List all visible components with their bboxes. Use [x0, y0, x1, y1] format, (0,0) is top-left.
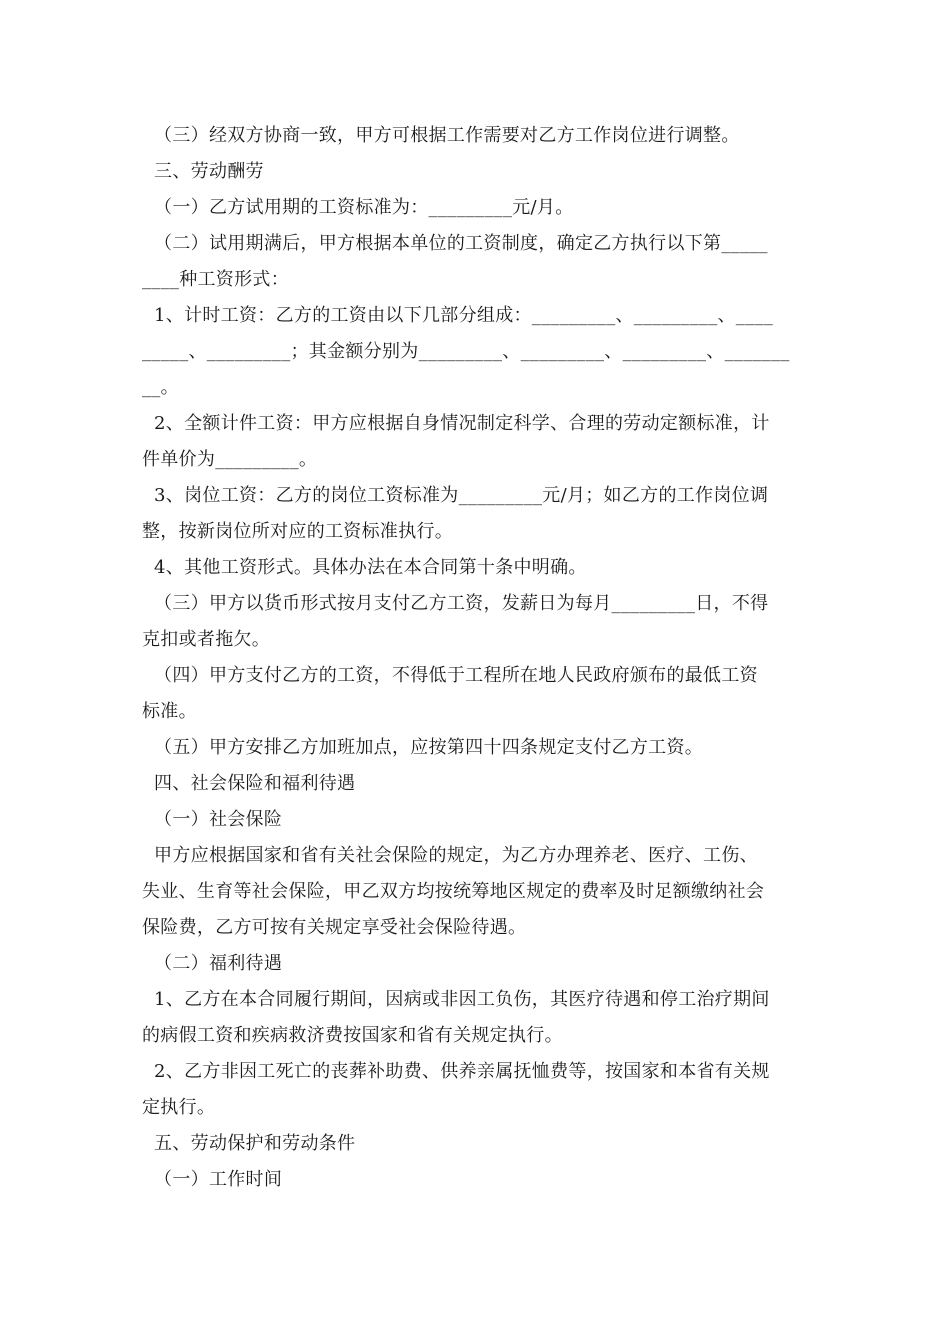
text-line: （二）试用期满后，甲方根据本单位的工资制度，确定乙方执行以下第_____	[142, 233, 768, 254]
text-line: 定执行。	[142, 1097, 216, 1118]
subsection-heading: （一）工作时间	[142, 1169, 283, 1190]
text-line: ____种工资形式：	[142, 269, 289, 290]
text-line: 整，按新岗位所对应的工资标准执行。	[142, 521, 454, 542]
document-body	[142, 118, 810, 1198]
text-line: 克扣或者拖欠。	[142, 629, 271, 650]
text-line: 标准。	[142, 701, 197, 722]
text-line: 1、计时工资：乙方的工资由以下几部分组成：_________、_________、____	[142, 305, 773, 326]
text-line: 2、全额计件工资：甲方应根据自身情况制定科学、合理的劳动定额标准，计	[142, 413, 770, 434]
text-line: （五）甲方安排乙方加班加点，应按第四十四条规定支付乙方工资。	[142, 737, 704, 758]
text-line: 4、其他工资形式。具体办法在本合同第十条中明确。	[142, 557, 587, 578]
text-line: （三）经双方协商一致，甲方可根据工作需要对乙方工作岗位进行调整。	[142, 125, 740, 146]
text-line: 件单价为_________。	[142, 449, 318, 470]
text-line: （四）甲方支付乙方的工资，不得低于工程所在地人民政府颁布的最低工资	[142, 665, 758, 686]
text-line: 保险费，乙方可按有关规定享受社会保险待遇。	[142, 917, 527, 938]
text-line: 2、乙方非因工死亡的丧葬补助费、供养亲属抚恤费等，按国家和本省有关规	[142, 1061, 770, 1082]
text-line: 的病假工资和疾病救济费按国家和省有关规定执行。	[142, 1025, 563, 1046]
text-line: （三）甲方以货币形式按月支付乙方工资，发薪日为每月_________日，不得	[142, 593, 769, 614]
subsection-heading: （一）社会保险	[142, 809, 283, 830]
text-line: 1、乙方在本合同履行期间，因病或非因工负伤，其医疗待遇和停工治疗期间	[142, 989, 770, 1010]
text-line: 甲方应根据国家和省有关社会保险的规定，为乙方办理养老、医疗、工伤、	[142, 845, 758, 866]
section-heading: 三、劳动酬劳	[142, 161, 264, 182]
text-line: __。	[142, 377, 179, 398]
text-line: 失业、生育等社会保险，甲乙双方均按统筹地区规定的费率及时足额缴纳社会	[142, 881, 765, 902]
text-line: （一）乙方试用期的工资标准为：_________元/月。	[142, 197, 574, 218]
text-line: 3、岗位工资：乙方的岗位工资标准为_________元/月；如乙方的工作岗位调	[142, 485, 769, 506]
subsection-heading: （二）福利待遇	[142, 953, 283, 974]
text-line: _____、_________；其金额分别为_________、_________、_________、_______	[142, 341, 790, 362]
section-heading: 五、劳动保护和劳动条件	[142, 1133, 356, 1154]
section-heading: 四、社会保险和福利待遇	[142, 773, 356, 794]
